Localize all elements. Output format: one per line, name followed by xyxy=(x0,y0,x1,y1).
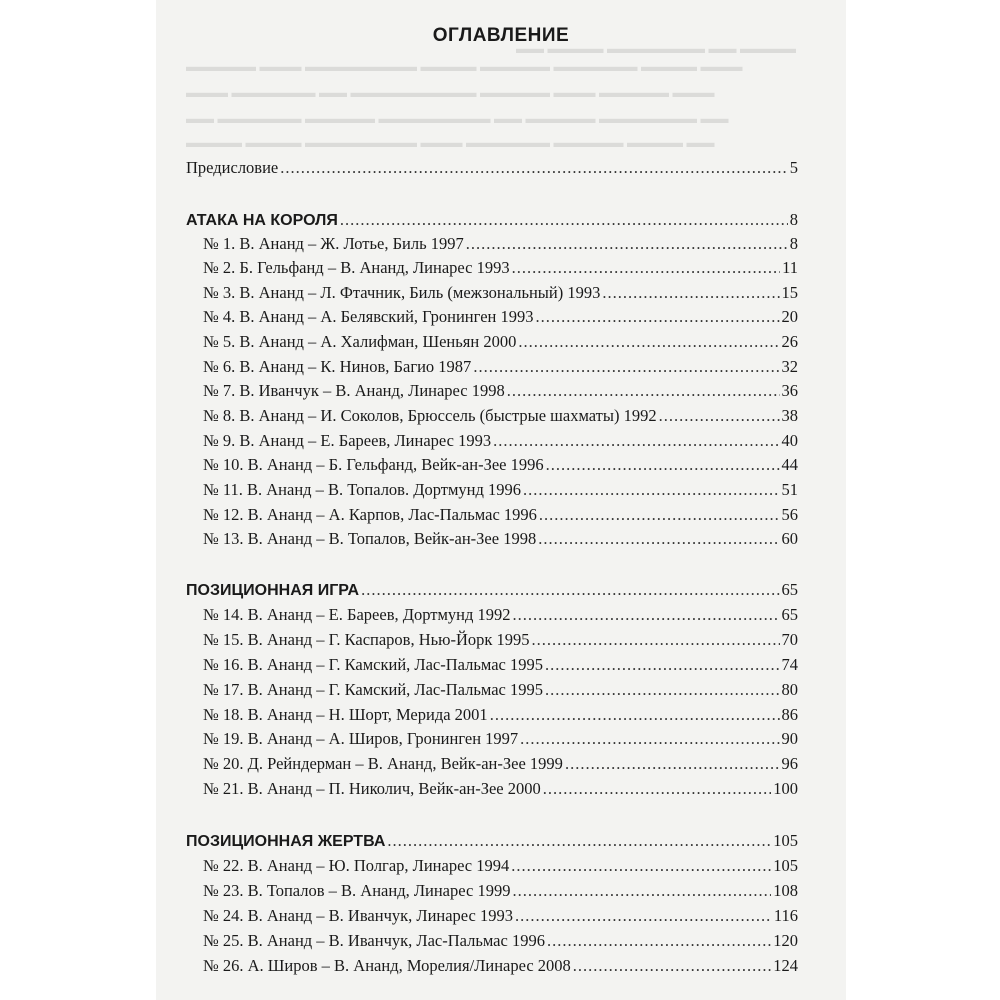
toc-entry-label: № 25. В. Ананд – В. Иванчук, Лас-Пальмас 1996 xyxy=(203,931,545,950)
section-title: ПОЗИЦИОННАЯ ЖЕРТВА xyxy=(186,833,386,850)
dot-leader xyxy=(466,234,788,254)
toc-entry xyxy=(203,705,798,727)
toc-entry-label: № 10. В. Ананд – Б. Гельфанд, Вейк-ан-Зее 1996 xyxy=(203,455,544,474)
toc-entry-label: № 26. А. Широв – В. Ананд, Морелия/Линарес 2008 xyxy=(203,956,571,975)
toc-entry-label: № 24. В. Ананд – В. Иванчук, Линарес 1993 xyxy=(203,906,513,925)
dot-leader xyxy=(545,680,780,700)
toc-entry-label: № 12. В. Ананд – А. Карпов, Лас-Пальмас 1996 xyxy=(203,505,537,524)
toc-entry-label: № 20. Д. Рейндерман – В. Ананд, Вейк-ан-Зее 1999 xyxy=(203,754,563,773)
dot-leader xyxy=(523,480,779,500)
dot-leader xyxy=(507,381,780,401)
dot-leader xyxy=(340,210,788,230)
toc-entry-label: № 21. В. Ананд – П. Николич, Вейк-ан-Зее 2000 xyxy=(203,779,541,798)
toc-page-number: 65 xyxy=(781,605,798,624)
dot-leader xyxy=(513,605,780,625)
toc-page-number: 40 xyxy=(781,431,798,450)
dot-leader xyxy=(515,906,772,926)
toc-entry xyxy=(203,906,798,928)
toc-entry xyxy=(203,605,798,627)
toc-entry xyxy=(203,881,798,903)
toc-entry-label: № 15. В. Ананд – Г. Каспаров, Нью-Йорк 1995 xyxy=(203,630,530,649)
toc-page-number: 86 xyxy=(781,705,798,724)
toc-entry-label: № 16. В. Ананд – Г. Камский, Лас-Пальмас 1995 xyxy=(203,655,543,674)
toc-entry-label: № 9. В. Ананд – Е. Бареев, Линарес 1993 xyxy=(203,431,492,450)
toc-page-number: 74 xyxy=(781,655,798,674)
toc-entry xyxy=(203,431,798,453)
toc-page-number: 108 xyxy=(773,881,798,900)
toc-page-number: 70 xyxy=(781,630,798,649)
toc-entry xyxy=(203,956,798,978)
toc-page-number: 38 xyxy=(781,406,798,425)
toc-entry xyxy=(203,332,798,354)
toc-page-number: 80 xyxy=(781,680,798,699)
toc-page-number: 105 xyxy=(773,831,798,850)
dot-leader xyxy=(490,705,780,725)
dot-leader xyxy=(535,307,779,327)
toc-page-number: 90 xyxy=(781,729,798,748)
toc-entry-label: № 23. В. Топалов – В. Ананд, Линарес 1999 xyxy=(203,881,511,900)
toc-entry xyxy=(203,729,798,751)
toc-page-number: 124 xyxy=(773,956,798,975)
toc-entry xyxy=(203,455,798,477)
toc-page-number: 44 xyxy=(781,455,798,474)
dot-leader xyxy=(387,831,771,851)
dot-leader xyxy=(512,258,781,278)
dot-leader xyxy=(538,529,779,549)
show-through-texture: ▬▬▬ ▬▬▬▬▬▬ ▬▬ ▬▬▬▬▬▬▬▬▬ ▬▬▬▬▬ ▬▬▬ ▬▬▬▬▬ ▬▬▬ xyxy=(186,86,715,101)
toc-entry xyxy=(203,357,798,379)
toc-entry xyxy=(203,406,798,428)
show-through-texture: ▬▬ ▬▬▬▬ ▬▬▬▬▬▬▬ ▬▬ ▬▬▬▬ xyxy=(516,42,796,57)
dot-leader xyxy=(511,856,771,876)
toc-entry-label: № 1. В. Ананд – Ж. Лотье, Биль 1997 xyxy=(203,234,464,253)
dot-leader xyxy=(602,283,779,303)
toc-entry-preface xyxy=(186,158,798,180)
toc-entry-label: № 14. В. Ананд – Е. Бареев, Дортмунд 1992 xyxy=(203,605,511,624)
toc-entry xyxy=(203,931,798,953)
toc-entry-label: Предисловие xyxy=(186,158,279,177)
toc-entry xyxy=(203,307,798,329)
show-through-texture: ▬▬▬▬▬ ▬▬▬ ▬▬▬▬▬▬▬▬ ▬▬▬▬ ▬▬▬▬▬ ▬▬▬▬▬▬ ▬▬▬▬ ▬▬▬ xyxy=(186,60,743,75)
dot-leader xyxy=(493,431,779,451)
show-through-texture: ▬▬ ▬▬▬▬▬▬ ▬▬▬▬▬ ▬▬▬▬▬▬▬▬ ▬▬ ▬▬▬▬▬ ▬▬▬▬▬▬▬ ▬▬ xyxy=(186,112,729,127)
toc-entry xyxy=(203,529,798,551)
toc-section-heading xyxy=(186,831,798,853)
toc-page-number: 26 xyxy=(781,332,798,351)
dot-leader xyxy=(573,956,771,976)
toc-entry xyxy=(203,505,798,527)
dot-leader xyxy=(659,406,780,426)
toc-entry xyxy=(203,234,798,256)
dot-leader xyxy=(473,357,779,377)
toc-entry-label: № 5. В. Ананд – А. Халифман, Шеньян 2000 xyxy=(203,332,517,351)
toc-entry xyxy=(203,779,798,801)
dot-leader xyxy=(280,158,788,178)
toc-page-number: 100 xyxy=(773,779,798,798)
dot-leader xyxy=(546,455,780,475)
toc-page-number: 116 xyxy=(773,906,798,925)
toc-page-number: 65 xyxy=(781,580,798,599)
toc-page-number: 8 xyxy=(789,234,798,253)
toc-entry-label: № 19. В. Ананд – А. Широв, Гронинген 1997 xyxy=(203,729,519,748)
toc-page-number: 32 xyxy=(781,357,798,376)
toc-page-number: 8 xyxy=(789,210,798,229)
toc-page-number: 11 xyxy=(782,258,798,277)
toc-page-number: 20 xyxy=(781,307,798,326)
toc-entry-label: № 2. Б. Гельфанд – В. Ананд, Линарес 1993 xyxy=(203,258,510,277)
dot-leader xyxy=(361,580,779,600)
toc-page-number: 15 xyxy=(781,283,798,302)
toc-entry xyxy=(203,283,798,305)
page-title: ОГЛАВЛЕНИЕ xyxy=(432,25,570,46)
toc-entry-label: № 13. В. Ананд – В. Топалов, Вейк-ан-Зее 1998 xyxy=(203,529,537,548)
dot-leader xyxy=(547,931,771,951)
toc-entry xyxy=(203,856,798,878)
dot-leader xyxy=(520,729,779,749)
toc-entry xyxy=(203,480,798,502)
toc-entry-label: № 4. В. Ананд – А. Белявский, Гронинген 1993 xyxy=(203,307,534,326)
toc-page-number: 60 xyxy=(781,529,798,548)
toc-page-number: 5 xyxy=(789,158,798,177)
dot-leader xyxy=(512,881,771,901)
toc-page-number: 105 xyxy=(773,856,798,875)
toc-entry-label: № 18. В. Ананд – Н. Шорт, Мерида 2001 xyxy=(203,705,488,724)
dot-leader xyxy=(565,754,780,774)
show-through-texture: ▬▬▬▬ ▬▬▬▬ ▬▬▬▬▬▬▬▬ ▬▬▬ ▬▬▬▬▬▬ ▬▬▬▬▬ ▬▬▬▬ ▬▬ xyxy=(186,136,715,151)
toc-page-number: 51 xyxy=(781,480,798,499)
toc-section-heading xyxy=(186,210,798,232)
toc-entry xyxy=(203,754,798,776)
document-page xyxy=(156,0,846,1000)
toc-entry-label: № 3. В. Ананд – Л. Фтачник, Биль (межзональный) 1993 xyxy=(203,283,601,302)
toc-entry xyxy=(203,258,798,280)
toc-entry-label: № 22. В. Ананд – Ю. Полгар, Линарес 1994 xyxy=(203,856,510,875)
toc-entry xyxy=(203,680,798,702)
toc-entry-label: № 7. В. Иванчук – В. Ананд, Линарес 1998 xyxy=(203,381,505,400)
toc-page-number: 120 xyxy=(773,931,798,950)
toc-entry xyxy=(203,381,798,403)
toc-section-heading xyxy=(186,580,798,602)
toc-entry-label: № 11. В. Ананд – В. Топалов. Дортмунд 1996 xyxy=(203,480,522,499)
section-title: АТАКА НА КОРОЛЯ xyxy=(186,212,338,229)
toc-entry-label: № 17. В. Ананд – Г. Камский, Лас-Пальмас 1995 xyxy=(203,680,543,699)
toc-entry-label: № 6. В. Ананд – К. Нинов, Багио 1987 xyxy=(203,357,472,376)
toc-entry xyxy=(203,655,798,677)
dot-leader xyxy=(539,505,780,525)
section-title: ПОЗИЦИОННАЯ ИГРА xyxy=(186,582,360,599)
toc-page-number: 96 xyxy=(781,754,798,773)
toc-entry-label: № 8. В. Ананд – И. Соколов, Брюссель (быстрые шахматы) 1992 xyxy=(203,406,657,425)
dot-leader xyxy=(545,655,780,675)
dot-leader xyxy=(518,332,779,352)
dot-leader xyxy=(543,779,771,799)
dot-leader xyxy=(532,630,780,650)
toc-entry xyxy=(203,630,798,652)
toc-page-number: 36 xyxy=(781,381,798,400)
toc-page-number: 56 xyxy=(781,505,798,524)
